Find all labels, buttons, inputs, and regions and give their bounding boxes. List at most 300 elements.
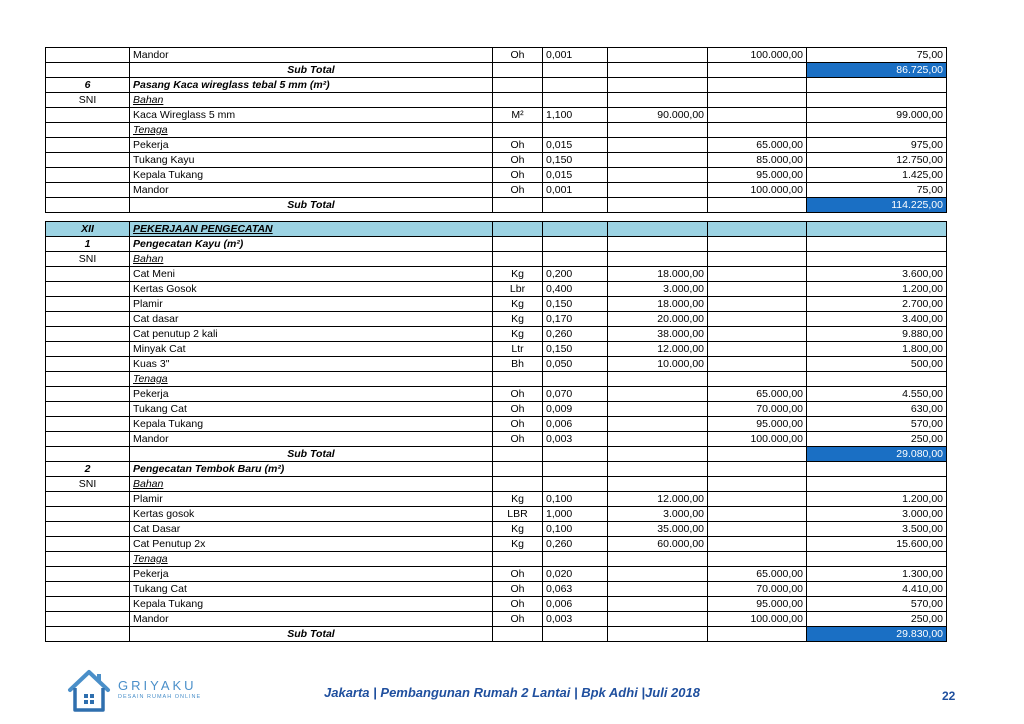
category-row	[46, 93, 947, 108]
item-unit: Oh	[493, 582, 543, 597]
item-description: Cat Meni	[130, 267, 493, 282]
no-cell	[46, 582, 130, 597]
table-row	[46, 597, 947, 612]
section-unit-cell	[493, 222, 543, 237]
coef-cell	[543, 93, 608, 108]
cost-breakdown-sheet	[45, 47, 946, 642]
item-amount: 3.600,00	[807, 267, 947, 282]
item-material-price	[608, 138, 708, 153]
item-unit: Bh	[493, 357, 543, 372]
item-material-price	[608, 597, 708, 612]
item-amount: 1.300,00	[807, 567, 947, 582]
item-labor-price	[708, 537, 807, 552]
table-row	[46, 537, 947, 552]
subtotal-value: 29.080,00	[807, 447, 947, 462]
coef-cell	[543, 372, 608, 387]
unit-cell	[493, 447, 543, 462]
category-label: Tenaga	[130, 372, 493, 387]
item-labor-price	[708, 297, 807, 312]
material-price-cell	[608, 78, 708, 93]
item-unit: Oh	[493, 387, 543, 402]
item-amount: 3.000,00	[807, 507, 947, 522]
reference-code: SNI	[46, 252, 130, 267]
category-row	[46, 252, 947, 267]
no-cell	[46, 432, 130, 447]
no-cell	[46, 312, 130, 327]
labor-price-cell	[708, 462, 807, 477]
page-number: 22	[942, 689, 956, 703]
work-item-title: Pengecatan Kayu (m²)	[130, 237, 493, 252]
unit-cell	[493, 372, 543, 387]
item-labor-price: 100.000,00	[708, 432, 807, 447]
material-price-cell	[608, 552, 708, 567]
unit-cell	[493, 93, 543, 108]
item-coefficient: 0,400	[543, 282, 608, 297]
item-unit: Kg	[493, 492, 543, 507]
subtotal-value: 29.830,00	[807, 627, 947, 642]
item-material-price	[608, 582, 708, 597]
reference-code	[46, 552, 130, 567]
item-labor-price: 95.000,00	[708, 597, 807, 612]
material-price-cell	[608, 252, 708, 267]
amount-cell	[807, 552, 947, 567]
item-unit: Oh	[493, 432, 543, 447]
subtotal-label: Sub Total	[130, 447, 493, 462]
material-price-cell	[608, 123, 708, 138]
page-footer	[0, 660, 1024, 720]
item-coefficient: 0,001	[543, 48, 608, 63]
item-amount: 2.700,00	[807, 297, 947, 312]
item-labor-price	[708, 327, 807, 342]
item-description: Kepala Tukang	[130, 417, 493, 432]
item-unit: Kg	[493, 267, 543, 282]
material-price-cell	[608, 63, 708, 78]
item-amount: 250,00	[807, 612, 947, 627]
item-amount: 4.550,00	[807, 387, 947, 402]
material-price-cell	[608, 627, 708, 642]
table-row	[46, 612, 947, 627]
amount-cell	[807, 372, 947, 387]
item-material-price	[608, 48, 708, 63]
item-coefficient: 0,100	[543, 522, 608, 537]
coef-cell	[543, 123, 608, 138]
item-description: Mandor	[130, 432, 493, 447]
category-label: Bahan	[130, 252, 493, 267]
item-labor-price: 100.000,00	[708, 183, 807, 198]
coef-cell	[543, 477, 608, 492]
coef-cell	[543, 237, 608, 252]
no-cell	[46, 63, 130, 78]
subtotal-row	[46, 627, 947, 642]
no-cell	[46, 267, 130, 282]
spacer-cell	[46, 213, 947, 222]
subtotal-row	[46, 447, 947, 462]
item-unit: Kg	[493, 537, 543, 552]
item-coefficient: 0,020	[543, 567, 608, 582]
work-item-header-row	[46, 237, 947, 252]
item-labor-price: 85.000,00	[708, 153, 807, 168]
section-title: PEKERJAAN PENGECATAN	[130, 222, 493, 237]
item-material-price	[608, 417, 708, 432]
no-cell	[46, 108, 130, 123]
item-labor-price	[708, 108, 807, 123]
item-unit: Kg	[493, 297, 543, 312]
item-coefficient: 0,200	[543, 267, 608, 282]
table-row	[46, 522, 947, 537]
unit-cell	[493, 123, 543, 138]
table-row	[46, 327, 947, 342]
coef-cell	[543, 252, 608, 267]
item-description: Kaca Wireglass 5 mm	[130, 108, 493, 123]
reference-code	[46, 372, 130, 387]
section-material-price-cell	[608, 222, 708, 237]
item-material-price	[608, 387, 708, 402]
table-row	[46, 492, 947, 507]
item-material-price: 60.000,00	[608, 537, 708, 552]
table-row	[46, 432, 947, 447]
amount-cell	[807, 462, 947, 477]
unit-cell	[493, 237, 543, 252]
item-labor-price	[708, 492, 807, 507]
section-labor-price-cell	[708, 222, 807, 237]
reference-code: SNI	[46, 477, 130, 492]
reference-code	[46, 123, 130, 138]
labor-price-cell	[708, 447, 807, 462]
item-unit: Lbr	[493, 282, 543, 297]
item-labor-price: 65.000,00	[708, 387, 807, 402]
material-price-cell	[608, 477, 708, 492]
category-row	[46, 372, 947, 387]
item-material-price: 10.000,00	[608, 357, 708, 372]
item-unit: M²	[493, 108, 543, 123]
no-cell	[46, 183, 130, 198]
table-row	[46, 183, 947, 198]
amount-cell	[807, 78, 947, 93]
labor-price-cell	[708, 93, 807, 108]
item-coefficient: 0,260	[543, 537, 608, 552]
section-coef-cell	[543, 222, 608, 237]
item-unit: Oh	[493, 183, 543, 198]
item-material-price	[608, 402, 708, 417]
item-coefficient: 0,006	[543, 417, 608, 432]
item-material-price	[608, 168, 708, 183]
item-coefficient: 0,003	[543, 432, 608, 447]
item-material-price	[608, 183, 708, 198]
no-cell	[46, 48, 130, 63]
no-cell	[46, 492, 130, 507]
item-material-price: 38.000,00	[608, 327, 708, 342]
item-labor-price: 65.000,00	[708, 138, 807, 153]
subtotal-value: 86.725,00	[807, 63, 947, 78]
section-header-row	[46, 222, 947, 237]
item-amount: 1.200,00	[807, 282, 947, 297]
item-coefficient: 0,009	[543, 402, 608, 417]
item-amount: 250,00	[807, 432, 947, 447]
item-coefficient: 0,100	[543, 492, 608, 507]
item-coefficient: 0,260	[543, 327, 608, 342]
no-cell	[46, 507, 130, 522]
item-labor-price	[708, 342, 807, 357]
item-coefficient: 0,006	[543, 597, 608, 612]
item-amount: 75,00	[807, 183, 947, 198]
no-cell	[46, 627, 130, 642]
unit-cell	[493, 78, 543, 93]
item-labor-price: 100.000,00	[708, 48, 807, 63]
no-cell	[46, 417, 130, 432]
item-description: Cat Dasar	[130, 522, 493, 537]
item-description: Kepala Tukang	[130, 168, 493, 183]
item-amount: 570,00	[807, 417, 947, 432]
item-labor-price: 65.000,00	[708, 567, 807, 582]
brand-name: GRIYAKU	[118, 678, 197, 693]
no-cell	[46, 297, 130, 312]
item-amount: 3.400,00	[807, 312, 947, 327]
item-unit: Kg	[493, 312, 543, 327]
table-row	[46, 297, 947, 312]
coef-cell	[543, 63, 608, 78]
item-description: Mandor	[130, 612, 493, 627]
material-price-cell	[608, 372, 708, 387]
category-label: Bahan	[130, 477, 493, 492]
table-row	[46, 168, 947, 183]
work-item-header-row	[46, 78, 947, 93]
material-price-cell	[608, 462, 708, 477]
material-price-cell	[608, 93, 708, 108]
no-cell	[46, 447, 130, 462]
item-unit: Oh	[493, 153, 543, 168]
category-label: Tenaga	[130, 123, 493, 138]
item-description: Kertas Gosok	[130, 282, 493, 297]
table-row	[46, 402, 947, 417]
item-material-price: 35.000,00	[608, 522, 708, 537]
item-description: Pekerja	[130, 387, 493, 402]
amount-cell	[807, 123, 947, 138]
item-unit: Oh	[493, 417, 543, 432]
item-unit: Ltr	[493, 342, 543, 357]
no-cell	[46, 612, 130, 627]
labor-price-cell	[708, 552, 807, 567]
item-material-price: 3.000,00	[608, 507, 708, 522]
item-amount: 15.600,00	[807, 537, 947, 552]
item-coefficient: 0,050	[543, 357, 608, 372]
item-description: Mandor	[130, 183, 493, 198]
subtotal-row	[46, 63, 947, 78]
category-label: Tenaga	[130, 552, 493, 567]
item-description: Kepala Tukang	[130, 597, 493, 612]
item-description: Cat Penutup 2x	[130, 537, 493, 552]
item-amount: 975,00	[807, 138, 947, 153]
table-row	[46, 507, 947, 522]
item-material-price: 18.000,00	[608, 267, 708, 282]
item-unit: Oh	[493, 612, 543, 627]
item-amount: 99.000,00	[807, 108, 947, 123]
unit-cell	[493, 552, 543, 567]
no-cell	[46, 597, 130, 612]
table-row	[46, 138, 947, 153]
item-description: Tukang Cat	[130, 402, 493, 417]
category-row	[46, 123, 947, 138]
labor-price-cell	[708, 198, 807, 213]
item-labor-price: 70.000,00	[708, 582, 807, 597]
table-body	[46, 48, 947, 642]
item-unit: LBR	[493, 507, 543, 522]
labor-price-cell	[708, 63, 807, 78]
brand-tagline: DESAIN RUMAH ONLINE	[118, 694, 202, 700]
amount-cell	[807, 93, 947, 108]
item-amount: 1.425,00	[807, 168, 947, 183]
labor-price-cell	[708, 252, 807, 267]
material-price-cell	[608, 447, 708, 462]
table-row	[46, 267, 947, 282]
item-description: Pekerja	[130, 138, 493, 153]
item-amount: 75,00	[807, 48, 947, 63]
subtotal-label: Sub Total	[130, 198, 493, 213]
item-material-price	[608, 153, 708, 168]
labor-price-cell	[708, 477, 807, 492]
no-cell	[46, 282, 130, 297]
item-labor-price: 95.000,00	[708, 417, 807, 432]
category-label: Bahan	[130, 93, 493, 108]
item-amount: 500,00	[807, 357, 947, 372]
table-row	[46, 387, 947, 402]
item-material-price: 90.000,00	[608, 108, 708, 123]
amount-cell	[807, 237, 947, 252]
coef-cell	[543, 198, 608, 213]
item-coefficient: 1,000	[543, 507, 608, 522]
coef-cell	[543, 552, 608, 567]
item-coefficient: 0,170	[543, 312, 608, 327]
item-labor-price	[708, 507, 807, 522]
material-price-cell	[608, 198, 708, 213]
item-unit: Oh	[493, 138, 543, 153]
item-description: Plamir	[130, 492, 493, 507]
work-item-number: 2	[46, 462, 130, 477]
item-labor-price: 95.000,00	[708, 168, 807, 183]
work-item-title: Pengecatan Tembok Baru (m²)	[130, 462, 493, 477]
no-cell	[46, 138, 130, 153]
no-cell	[46, 168, 130, 183]
item-labor-price: 70.000,00	[708, 402, 807, 417]
subtotal-label: Sub Total	[130, 627, 493, 642]
no-cell	[46, 522, 130, 537]
item-amount: 1.200,00	[807, 492, 947, 507]
item-coefficient: 0,015	[543, 168, 608, 183]
category-row	[46, 477, 947, 492]
unit-cell	[493, 627, 543, 642]
item-amount: 12.750,00	[807, 153, 947, 168]
labor-price-cell	[708, 237, 807, 252]
category-row	[46, 552, 947, 567]
amount-cell	[807, 252, 947, 267]
item-unit: Oh	[493, 567, 543, 582]
item-labor-price	[708, 267, 807, 282]
table-row	[46, 582, 947, 597]
item-description: Mandor	[130, 48, 493, 63]
table-row	[46, 153, 947, 168]
no-cell	[46, 567, 130, 582]
work-item-header-row	[46, 462, 947, 477]
item-material-price: 12.000,00	[608, 492, 708, 507]
subtotal-label: Sub Total	[130, 63, 493, 78]
item-amount: 9.880,00	[807, 327, 947, 342]
coef-cell	[543, 78, 608, 93]
item-description: Tukang Cat	[130, 582, 493, 597]
item-description: Cat penutup 2 kali	[130, 327, 493, 342]
item-coefficient: 0,015	[543, 138, 608, 153]
work-item-number: 6	[46, 78, 130, 93]
coef-cell	[543, 447, 608, 462]
item-description: Pekerja	[130, 567, 493, 582]
table-row	[46, 357, 947, 372]
work-item-number: 1	[46, 237, 130, 252]
amount-cell	[807, 477, 947, 492]
table-row	[46, 342, 947, 357]
table-row	[46, 417, 947, 432]
unit-cell	[493, 477, 543, 492]
work-item-title: Pasang Kaca wireglass tebal 5 mm (m²)	[130, 78, 493, 93]
no-cell	[46, 537, 130, 552]
no-cell	[46, 387, 130, 402]
item-coefficient: 0,150	[543, 297, 608, 312]
item-coefficient: 0,150	[543, 342, 608, 357]
no-cell	[46, 357, 130, 372]
item-unit: Kg	[493, 327, 543, 342]
table-row	[46, 48, 947, 63]
unit-cell	[493, 198, 543, 213]
labor-price-cell	[708, 78, 807, 93]
item-coefficient: 0,150	[543, 153, 608, 168]
item-unit: Oh	[493, 402, 543, 417]
labor-price-cell	[708, 372, 807, 387]
item-material-price: 20.000,00	[608, 312, 708, 327]
coef-cell	[543, 627, 608, 642]
section-amount-cell	[807, 222, 947, 237]
no-cell	[46, 342, 130, 357]
item-description: Tukang Kayu	[130, 153, 493, 168]
coef-cell	[543, 462, 608, 477]
table-row	[46, 567, 947, 582]
item-amount: 630,00	[807, 402, 947, 417]
unit-cell	[493, 462, 543, 477]
no-cell	[46, 153, 130, 168]
subtotal-value: 114.225,00	[807, 198, 947, 213]
table-row	[46, 312, 947, 327]
item-material-price	[608, 612, 708, 627]
item-description: Cat dasar	[130, 312, 493, 327]
item-unit: Kg	[493, 522, 543, 537]
item-coefficient: 0,063	[543, 582, 608, 597]
item-amount: 4.410,00	[807, 582, 947, 597]
spacer-row	[46, 213, 947, 222]
item-unit: Oh	[493, 48, 543, 63]
table-row	[46, 282, 947, 297]
item-labor-price	[708, 282, 807, 297]
footer-title: Jakarta | Pembangunan Rumah 2 Lantai | Bpk Adhi |Juli 2018	[324, 685, 700, 700]
material-price-cell	[608, 237, 708, 252]
item-material-price	[608, 432, 708, 447]
item-description: Plamir	[130, 297, 493, 312]
item-amount: 3.500,00	[807, 522, 947, 537]
item-unit: Oh	[493, 168, 543, 183]
item-material-price: 12.000,00	[608, 342, 708, 357]
item-coefficient: 0,001	[543, 183, 608, 198]
item-coefficient: 0,070	[543, 387, 608, 402]
cost-breakdown-table	[45, 47, 947, 642]
item-material-price: 3.000,00	[608, 282, 708, 297]
unit-cell	[493, 63, 543, 78]
item-material-price: 18.000,00	[608, 297, 708, 312]
item-labor-price	[708, 312, 807, 327]
